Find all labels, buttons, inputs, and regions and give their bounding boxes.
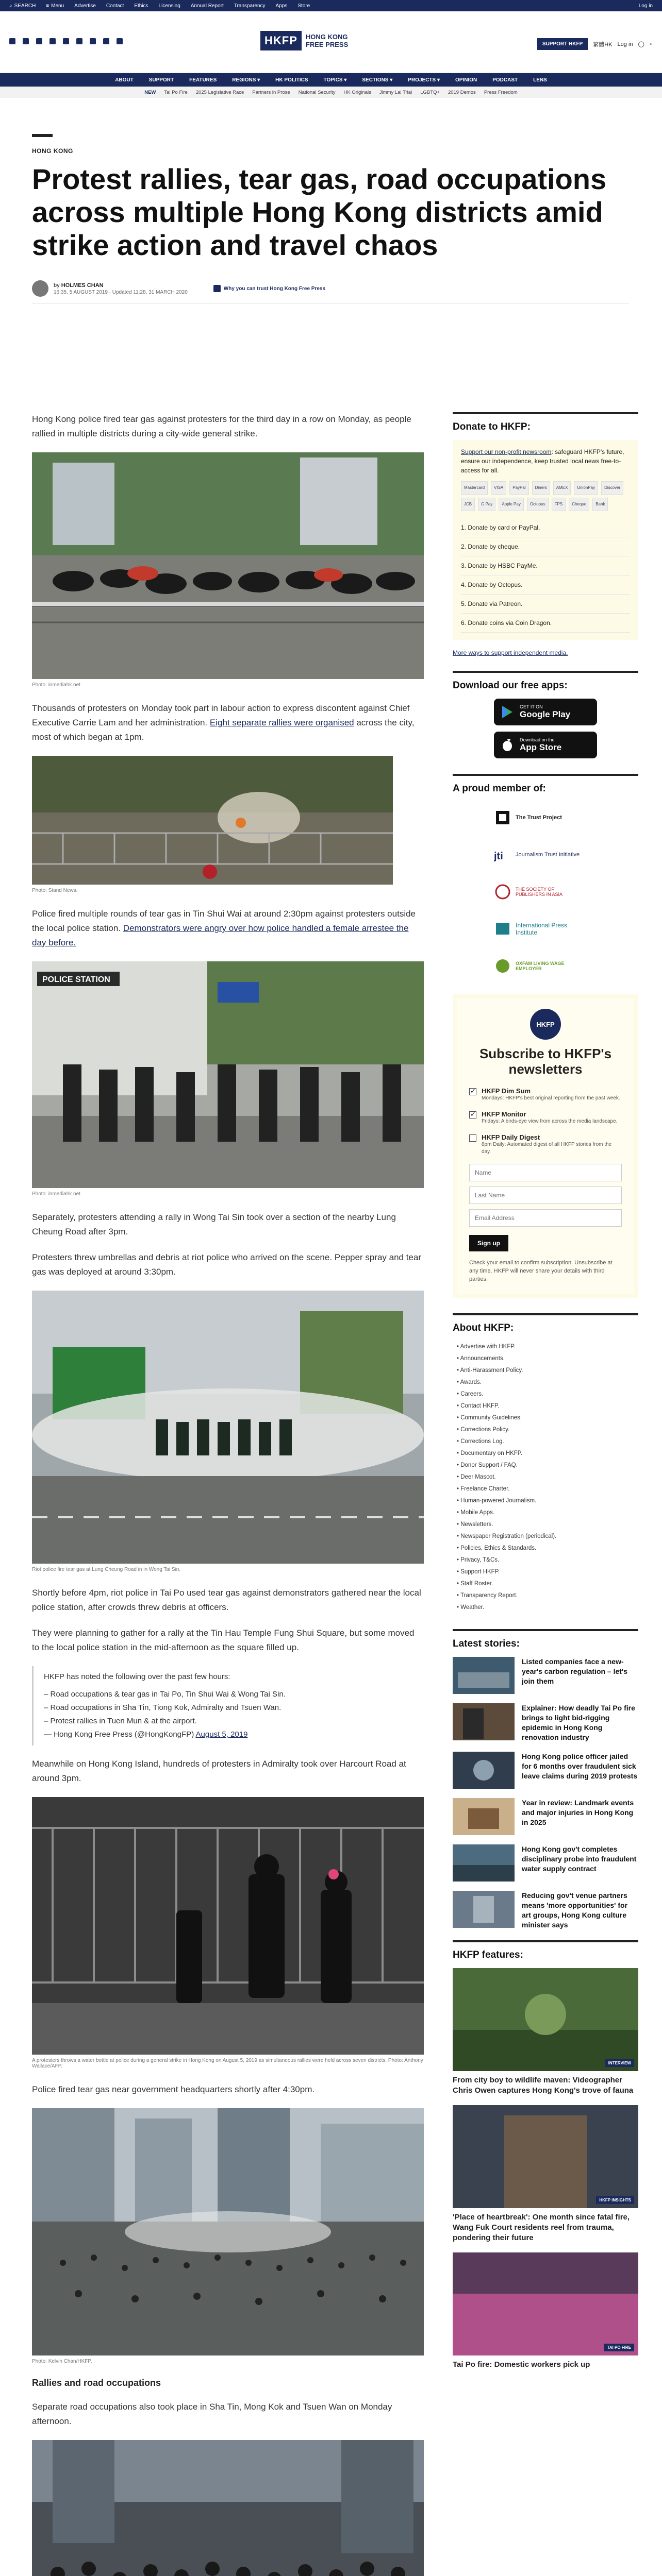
trust-project-icon	[494, 809, 511, 826]
google-play-button[interactable]: GET IT ON Google Play	[494, 699, 597, 725]
paragraph: Police fired tear gas near government headquarters shortly after 4:30pm.	[32, 2084, 315, 2094]
visa-icon: VISA	[491, 481, 506, 495]
tweet-date-link[interactable]: August 5, 2019	[195, 1730, 248, 1739]
cheque-icon: Cheque	[569, 498, 589, 511]
trust-label: Why you can trust Hong Kong Free Press	[223, 285, 326, 292]
bank-icon: Bank	[592, 498, 608, 511]
main-nav	[0, 73, 662, 87]
paragraph: Thousands of protesters on Monday took part in labour action to express discontent against Chief Executive Carrie Lam and her administration. Eight separate rallies were organised across the city, most of which began at 1pm.	[32, 703, 415, 742]
story-thumbnail	[453, 1703, 515, 1740]
donate-heading: Donate to HKFP:	[453, 412, 638, 433]
rss-icon[interactable]	[117, 38, 123, 44]
discover-icon: Discover	[601, 481, 623, 495]
octopus-icon: Octopus	[527, 498, 549, 511]
donate-option[interactable]: 2. Donate by cheque.	[461, 537, 630, 556]
newsletter-title: Subscribe to HKFP's newsletters	[479, 1046, 612, 1077]
trending-ticker	[0, 87, 662, 98]
jti-icon	[494, 846, 511, 863]
donate-option[interactable]: 3. Donate by HSBC PayMe.	[461, 556, 630, 575]
twitter-icon[interactable]	[9, 38, 15, 44]
ticker-item[interactable]: 2025 Legislative Race	[195, 89, 244, 95]
article-photo	[32, 961, 424, 1188]
newsletter-note: Check your email to confirm subscription. Unsubscribe at any time. HKFP will never share your details with third parties.	[469, 1260, 613, 1282]
newsletter-option-dimsum[interactable]: ✓ HKFP Dim Sum Mondays: HKFP's best original reporting from the past week.	[469, 1087, 622, 1102]
ticker-item[interactable]: Press Freedom	[484, 89, 518, 95]
story-thumbnail	[453, 1798, 515, 1835]
article-photo	[32, 2108, 424, 2355]
donate-options	[461, 518, 630, 633]
photo-caption: Photo: Stand News.	[32, 888, 78, 893]
newsletter-option-monitor[interactable]: ✓ HKFP Monitor Fridays: A birds-eye view from across the media landscape.	[469, 1110, 622, 1125]
app-store-button[interactable]: Download on the App Store	[494, 732, 597, 758]
gpay-icon: G Pay	[478, 498, 495, 511]
ticker-item[interactable]: LGBTQ+	[420, 89, 440, 95]
ticker-item[interactable]: HK Originals	[343, 89, 371, 95]
members-heading: A proud member of:	[453, 774, 638, 794]
svg-text:POLICE STATION: POLICE STATION	[42, 975, 110, 984]
rallies-link[interactable]: Eight separate rallies were organised	[209, 718, 354, 727]
advertise-link[interactable]: Advertise	[74, 3, 96, 9]
about-link[interactable]: • Deer Mascot.	[457, 1474, 496, 1480]
instagram-icon[interactable]	[36, 38, 42, 44]
author-avatar	[32, 280, 48, 297]
donate-option[interactable]: 5. Donate via Patreon.	[461, 595, 630, 614]
about-link[interactable]: • Staff Roster.	[457, 1581, 493, 1587]
section-subheading: Rallies and road occupations	[32, 2378, 161, 2388]
store-link[interactable]: Store	[297, 3, 310, 9]
story-thumbnail	[453, 1657, 515, 1694]
paragraph: Protesters threw umbrellas and debris at riot police who arrived on the scene. Pepper spray and tear gas was deployed at around 3:30pm.	[32, 1252, 422, 1277]
svg-text:jti: jti	[494, 851, 503, 862]
newsletter-option-digest[interactable]: HKFP Daily Digest 8pm Daily: Automated digest of all HKFP stories from the day.	[469, 1133, 622, 1156]
tweet-signature: — Hong Kong Free Press (@HongKongFP) August 5, 2019	[44, 1730, 248, 1739]
nav-podcast[interactable]: PODCAST	[492, 77, 518, 83]
apps-heading: Download our free apps:	[453, 671, 638, 691]
login-link[interactable]: Log in	[617, 41, 633, 47]
photo-caption: Photo: Kelvin Chan/HKFP.	[32, 2359, 92, 2364]
ipi-logo[interactable]: International Press Institute	[494, 916, 638, 942]
email-icon[interactable]	[90, 38, 96, 44]
menu-icon: ≡	[46, 3, 49, 9]
member-logos	[453, 805, 638, 979]
nav-support[interactable]: SUPPORT	[148, 77, 174, 83]
article-header	[32, 134, 629, 303]
ticker-item[interactable]: Partners in Prose	[252, 89, 290, 95]
embedded-tweet	[32, 1666, 424, 1745]
youtube-icon[interactable]	[76, 38, 82, 44]
feature-tag: TAI PO FIRE	[604, 2344, 634, 2351]
photo-caption: Photo: inmediahk.net.	[32, 682, 82, 688]
ticker-item[interactable]: Jimmy Lai Trial	[379, 89, 412, 95]
dimsum-checkbox[interactable]	[469, 1088, 476, 1095]
about-link[interactable]: • Awards.	[457, 1379, 482, 1385]
article-dates: 16:35, 5 AUGUST 2019 · Updated 11:28, 31 MARCH 2020	[54, 289, 188, 295]
ticker-item[interactable]: National Security	[298, 89, 336, 95]
about-link[interactable]: • Corrections Log.	[457, 1438, 504, 1445]
title-rule	[32, 134, 53, 137]
logo-wordmark: HONG KONG FREE PRESS	[305, 33, 349, 48]
author-name[interactable]: HOLMES CHAN	[61, 282, 104, 289]
byline	[32, 280, 629, 297]
article-photo	[32, 1797, 424, 2055]
tweet-line: – Protest rallies in Tuen Mun & at the airport.	[44, 1717, 197, 1725]
article-body	[32, 412, 424, 2576]
sidebar	[453, 412, 638, 2379]
nav-lens[interactable]: LENS	[533, 77, 547, 83]
donate-box: Support our non-profit newsroom: safeguard HKFP's future, ensure our independence, keep trusted local news free-to-access for all. Mastercard VISA PayPal Diners AMEX UnionPay Discover JCB G Pay Apple Pay Octopus FPS Cheque Bank 1. Donate by card or PayPal. 2. Donate by cheque. 3. Donate by HSBC PayMe. 4. Donate by Octopus. 5. Donate via Patreon. 6. Donate coins via Coin Dragon.	[453, 440, 638, 640]
sopa-icon	[494, 883, 511, 901]
latest-story[interactable]: Listed companies face a new-year's carbon regulation – let's join them	[453, 1657, 638, 1694]
more-ways-link[interactable]: More ways to support independent media.	[453, 649, 568, 656]
about-link[interactable]: • Transparency Report.	[457, 1592, 518, 1599]
latest-story[interactable]: Explainer: How deadly Tai Po fire brings to light bid-rigging epidemic in Hong Kong renovation industry	[453, 1703, 638, 1742]
search-icon-header[interactable]: ⌕	[649, 41, 653, 47]
about-link[interactable]: • Announcements.	[457, 1355, 505, 1362]
login-link-top[interactable]: Log in	[638, 3, 653, 9]
apps-link[interactable]: Apps	[275, 3, 288, 9]
newsletter-logo: HKFP	[530, 1009, 561, 1040]
nav-sections[interactable]: SECTIONS ▾	[362, 77, 393, 83]
article-photo	[32, 452, 424, 679]
feature-story[interactable]: INTERVIEW From city boy to wildlife maven: Videographer Chris Owen captures Hong Kong's trove of fauna	[453, 1968, 638, 2096]
story-thumbnail	[453, 1844, 515, 1882]
paragraph: Meanwhile on Hong Kong Island, hundreds of protesters in Admiralty took over Harcourt Road at around 3pm.	[32, 1759, 406, 1783]
about-link[interactable]: • Contact HKFP.	[457, 1403, 500, 1409]
annual-report-link[interactable]: Annual Report	[190, 3, 224, 9]
search-link[interactable]: ⌕ SEARCH	[9, 3, 36, 9]
about-heading: About HKFP:	[453, 1313, 638, 1334]
about-link[interactable]: • Privacy, T&Cs.	[457, 1557, 500, 1563]
last-name-field[interactable]	[469, 1187, 622, 1204]
article-photo	[32, 756, 393, 885]
about-link[interactable]: • Newsletters.	[457, 1521, 493, 1528]
top-utility-bar	[0, 0, 662, 11]
latest-story[interactable]: Hong Kong police officer jailed for 6 months over fraudulent sick leave claims during 2019 protests	[453, 1752, 638, 1789]
menu-link[interactable]: ≡ Menu	[46, 3, 64, 9]
support-hkfp-button[interactable]: SUPPORT HKFP	[537, 38, 588, 50]
diners-icon: Diners	[532, 481, 550, 495]
latest-story[interactable]: Hong Kong gov't completes disciplinary probe into fraudulent water supply contract	[453, 1844, 638, 1882]
about-link[interactable]: • Weather.	[457, 1604, 485, 1611]
monitor-checkbox[interactable]	[469, 1111, 476, 1118]
threads-icon[interactable]	[49, 38, 56, 44]
by-label: by	[54, 282, 60, 289]
story-thumbnail	[453, 1891, 515, 1928]
donate-link[interactable]: Support our non-profit newsroom	[461, 448, 552, 455]
paragraph: Separate road occupations also took place in Sha Tin, Mong Kok and Tsuen Wan on Monday afternoon.	[32, 2402, 392, 2426]
logo-mark: HKFP	[260, 31, 302, 50]
newsletter-signup	[453, 994, 638, 1298]
oxfam-icon	[494, 957, 511, 975]
jti-logo[interactable]: jti Journalism Trust Initiative	[494, 842, 638, 868]
nav-features[interactable]: FEATURES	[189, 77, 217, 83]
latest-story[interactable]: Reducing gov't venue partners means 'more opportunities' for art groups, Hong Kong culture minister says	[453, 1891, 638, 1930]
ticker-new-label: NEW	[144, 89, 156, 95]
photo-caption: Riot police fire tear gas at Lung Cheung Road in in Wong Tai Sin.	[32, 1567, 181, 1572]
name-field[interactable]	[469, 1164, 622, 1181]
about-link[interactable]: • Donor Support / FAQ.	[457, 1462, 518, 1468]
about-link[interactable]: • Newspaper Registration (periodical).	[457, 1533, 557, 1539]
contact-link[interactable]: Contact	[106, 3, 124, 9]
about-link[interactable]: • Mobile Apps.	[457, 1510, 495, 1516]
paypal-icon: PayPal	[509, 481, 528, 495]
payment-icons	[461, 481, 630, 511]
licensing-link[interactable]: Licensing	[158, 3, 180, 9]
about-links	[453, 1341, 638, 1614]
donate-option[interactable]: 4. Donate by Octopus.	[461, 575, 630, 595]
about-link[interactable]: • Anti-Harassment Policy.	[457, 1367, 523, 1374]
transparency-link[interactable]: Transparency	[234, 3, 266, 9]
nav-projects[interactable]: PROJECTS ▾	[408, 77, 440, 83]
ticker-item[interactable]: 2019 Demos	[448, 89, 476, 95]
jcb-icon: JCB	[461, 498, 475, 511]
sopa-logo[interactable]: THE SOCIETY OF PUBLISHERS IN ASIA	[494, 879, 638, 905]
feature-tag: HKFP INSIGHTS	[596, 2196, 634, 2204]
trust-project-logo[interactable]: The Trust Project	[494, 805, 638, 831]
arrestee-link[interactable]: Demonstrators were angry over how police handled a female arrestee the day before.	[32, 923, 409, 947]
fps-icon: FPS	[552, 498, 566, 511]
paragraph: Separately, protesters attending a rally in Wong Tai Sin took over a section of the nearby Lung Cheung Road after 3pm.	[32, 1212, 396, 1236]
linkedin-icon[interactable]	[63, 38, 69, 44]
nav-topics[interactable]: TOPICS ▾	[323, 77, 347, 83]
about-link[interactable]: • Freelance Charter.	[457, 1486, 510, 1492]
tweet-line: – Road occupations in Sha Tin, Tiong Kok, Admiralty and Tsuen Wan.	[44, 1703, 282, 1712]
mastercard-icon: Mastercard	[461, 481, 488, 495]
site-header	[0, 11, 662, 73]
ethics-link[interactable]: Ethics	[134, 3, 148, 9]
header-actions	[537, 38, 653, 50]
ipi-icon	[494, 920, 511, 938]
latest-story[interactable]: Year in review: Landmark events and major injuries in Hong Kong in 2025	[453, 1798, 638, 1835]
google-play-icon	[501, 705, 514, 719]
ticker-item[interactable]: Tai Po Fire	[164, 89, 188, 95]
donate-option[interactable]: 1. Donate by card or PayPal.	[461, 518, 630, 537]
oxfam-logo[interactable]: OXFAM LIVING WAGE EMPLOYER	[494, 953, 638, 979]
paragraph: Police fired multiple rounds of tear gas in Tin Shui Wai at around 2:30pm against protesters outside the local police station. Demonstrators were angry over how police handled a female arrestee the day before.	[32, 909, 416, 947]
latest-stories	[453, 1657, 638, 1930]
about-link[interactable]: • Documentary on HKFP.	[457, 1450, 523, 1456]
paragraph: They were planning to gather for a rally at the Tin Hau Temple Fung Shui Square, but some moved to the local police station in the mid-afternoon as the square filled up.	[32, 1628, 415, 1652]
amex-icon: AMEX	[553, 481, 571, 495]
article-title: Protest rallies, tear gas, road occupations across multiple Hong Kong districts amid strike action and travel chaos	[32, 163, 607, 261]
features-heading: HKFP features:	[453, 1940, 638, 1961]
nav-hk-politics[interactable]: HK POLITICS	[275, 77, 308, 83]
nav-opinion[interactable]: OPINION	[455, 77, 477, 83]
email-field[interactable]	[469, 1209, 622, 1227]
about-link[interactable]: • Community Guidelines.	[457, 1415, 522, 1421]
user-icon[interactable]: ◯	[638, 41, 644, 47]
story-thumbnail	[453, 1752, 515, 1789]
article-photo	[32, 1291, 424, 1564]
nav-about[interactable]: ABOUT	[115, 77, 134, 83]
article-category[interactable]: HONG KONG	[32, 147, 73, 155]
language-switch[interactable]: 繁體HK	[593, 41, 613, 48]
about-link[interactable]: • Corrections Policy.	[457, 1427, 510, 1433]
facebook-icon[interactable]	[23, 38, 29, 44]
feature-image	[453, 1968, 638, 2071]
latest-heading: Latest stories:	[453, 1629, 638, 1650]
apple-icon	[501, 738, 514, 752]
feature-image	[453, 2252, 638, 2355]
donate-option[interactable]: 6. Donate coins via Coin Dragon.	[461, 614, 630, 633]
article-photo	[32, 2440, 424, 2576]
trust-link[interactable]	[213, 285, 325, 292]
photo-caption: A protesters throws a water bottle at police during a general strike in Hong Kong on August 5, 2019 as simultaneous rallies were held across seven districts. Photo: Anthony Wallace/AFP.	[32, 2058, 423, 2069]
about-link[interactable]: • Advertise with HKFP.	[457, 1344, 516, 1350]
photo-caption: Photo: inmediahk.net.	[32, 1191, 82, 1197]
telegram-icon[interactable]	[103, 38, 109, 44]
about-link[interactable]: • Policies, Ethics & Standards.	[457, 1545, 537, 1551]
about-link[interactable]: • Support HKFP.	[457, 1569, 500, 1575]
tweet-line: – Road occupations & tear gas in Tai Po, Tin Shui Wai & Wong Tai Sin.	[44, 1690, 286, 1699]
about-link[interactable]: • Human-powered Journalism.	[457, 1498, 537, 1504]
feature-tag: INTERVIEW	[605, 2059, 634, 2067]
unionpay-icon: UnionPay	[574, 481, 598, 495]
digest-checkbox[interactable]	[469, 1134, 476, 1142]
feature-story[interactable]: HKFP INSIGHTS 'Place of heartbreak': One month since fatal fire, Wang Fuk Court residents reel from trauma, pondering their future	[453, 2105, 638, 2243]
nav-regions[interactable]: REGIONS ▾	[232, 77, 260, 83]
social-links	[9, 38, 123, 44]
tweet-intro: HKFP has noted the following over the past few hours:	[44, 1672, 230, 1681]
paragraph: Hong Kong police fired tear gas against protesters for the third day in a row on Monday, as people rallied in multiple districts during a city-wide general strike.	[32, 414, 411, 438]
site-logo[interactable]	[260, 31, 352, 50]
trust-icon	[213, 285, 221, 292]
search-icon: ⌕	[9, 3, 12, 9]
feature-story[interactable]: TAI PO FIRE Tai Po fire: Domestic workers pick up	[453, 2252, 638, 2370]
sign-up-button[interactable]: Sign up	[469, 1235, 508, 1251]
feature-image	[453, 2105, 638, 2208]
applepay-icon: Apple Pay	[499, 498, 523, 511]
paragraph: Shortly before 4pm, riot police in Tai Po used tear gas against demonstrators gathered near the local police station, after crowds threw debris at officers.	[32, 1588, 421, 1612]
about-link[interactable]: • Careers.	[457, 1391, 484, 1397]
